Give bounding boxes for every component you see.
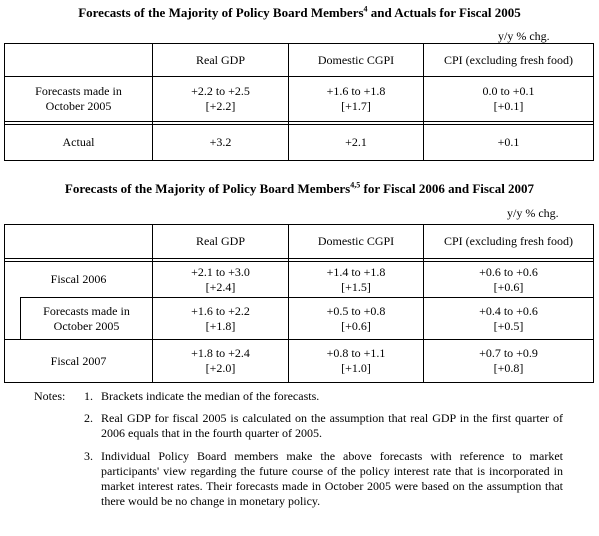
notes (0, 389, 599, 534)
table1-cell: +3.2 (209, 135, 232, 149)
table2-cell: +0.4 to +0.6 [+0.5] (479, 303, 538, 333)
table2-header-cgpi: Domestic CGPI (317, 234, 395, 248)
table1-cell: +1.6 to +1.8 [+1.7] (326, 84, 386, 113)
table2-row-label: Forecasts made in October 2005 (43, 303, 130, 333)
table1-row-label: Actual (62, 135, 95, 149)
notes-label: Notes: (34, 389, 66, 403)
note-number: 1. (84, 389, 93, 403)
table2-unit: y/y % chg. (507, 206, 559, 220)
table1-unit: y/y % chg. (498, 29, 550, 43)
table2-cell: +0.7 to +0.9 [+0.8] (479, 346, 538, 375)
table1-cell: 0.0 to +0.1 [+0.1] (482, 84, 535, 113)
table2-row-label: Fiscal 2006 (50, 272, 107, 286)
table1-header-cgpi: Domestic CGPI (317, 52, 395, 67)
table2-cell: +0.8 to +1.1 [+1.0] (326, 346, 386, 375)
note-text: Brackets indicate the median of the forecasts. (101, 389, 320, 403)
table2-title: Forecasts of the Majority of Policy Board Members$^{4,5}$ for Fiscal 2006 and Fiscal 2007 (64, 180, 535, 196)
note-text: Real GDP for fiscal 2005 is calculated on the assumption that real GDP in the first quarter of 2006 equals that in the fourth quarter of 2005. (101, 411, 563, 440)
table1-cell: +0.1 (497, 135, 520, 149)
table2-cell: +0.5 to +0.8 [+0.6] (326, 303, 386, 333)
table2-header-real-gdp: Real GDP (196, 234, 245, 248)
table2-cell: +1.8 to +2.4 [+2.0] (191, 346, 250, 375)
table2-header-cpi: CPI (excluding fresh food) (444, 234, 573, 248)
table2-cell: +0.6 to +0.6 [+0.6] (479, 264, 538, 294)
note-text: Individual Policy Board members make the above forecasts with reference to market participants' view regarding the future course of the policy interest rate that is incorporated in market interest rates. Their forecasts made in October 2005 were based on the assumption that there would be no change in monetary policy. (101, 449, 563, 508)
note-number: 2. (84, 411, 93, 425)
note-number: 3. (84, 449, 93, 463)
table2-row-label: Fiscal 2007 (50, 353, 107, 368)
table1-row-label: Forecasts made in October 2005 (35, 84, 122, 113)
table1-cell: +2.2 to +2.5 [+2.2] (191, 84, 250, 113)
table2-cell: +1.4 to +1.8 [+1.5] (326, 264, 386, 294)
table1-cell: +2.1 (345, 135, 367, 149)
table1-header-real-gdp: Real GDP (196, 52, 245, 67)
table2-cell: +2.1 to +3.0 [+2.4] (191, 264, 250, 294)
table1-title: Forecasts of the Majority of Policy Board Members$^4$ and Actuals for Fiscal 2005 (78, 4, 521, 20)
table2-cell: +1.6 to +2.2 [+1.8] (191, 303, 250, 333)
table1-header-cpi: CPI (excluding fresh food) (444, 52, 573, 67)
